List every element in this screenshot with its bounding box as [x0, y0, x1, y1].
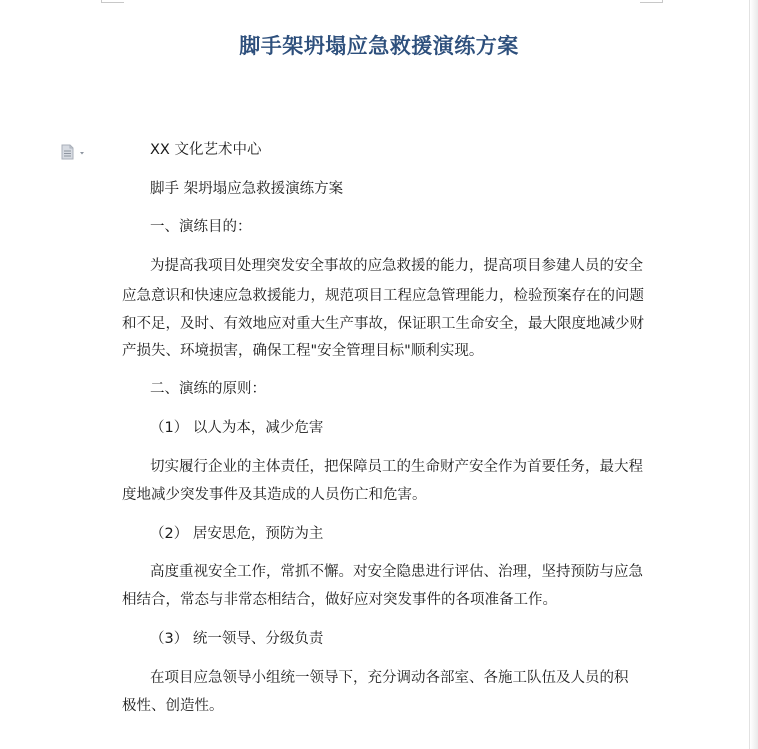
paragraph-line: 为提高我项目处理突发安全事故的应急救援的能力，提高项目参建人员的安全 — [150, 258, 643, 274]
principle-heading-1: （1） 以人为本，减少危害 — [150, 420, 324, 436]
paragraph-line: 高度重视安全工作，常抓不懈。对安全隐患进行评估、治理，坚持预防与应急 — [150, 564, 643, 580]
document-title: 脚手架坍塌应急救援演练方案 — [239, 33, 519, 58]
paragraph-line: 在项目应急领导小组统一领导下，充分调动各部室、各施工队伍及人员的积 — [150, 670, 629, 686]
section-heading-principles: 二、演练的原则： — [150, 381, 266, 397]
org-name: XX 文化艺术中心 — [150, 142, 262, 158]
page-corner-mark-right — [640, 0, 663, 3]
paragraph-line: 产损失、环境损害，确保工程"安全管理目标"顺利实现。 — [122, 343, 484, 359]
paragraph-options-button[interactable] — [61, 144, 89, 160]
page-corner-mark-left — [101, 0, 124, 3]
chevron-down-icon — [80, 152, 84, 155]
paragraph-line: 极性、创造性。 — [122, 698, 224, 714]
paragraph-line: 应急意识和快速应急救援能力，规范项目工程应急管理能力，检验预案存在的问题 — [122, 288, 644, 304]
section-heading-purpose: 一、演练目的： — [150, 219, 252, 235]
document-subtitle: 脚手 架坍塌应急救援演练方案 — [150, 181, 344, 197]
paragraph-line: 相结合，常态与非常态相结合，做好应对突发事件的各项准备工作。 — [122, 592, 557, 608]
paragraph-line: 和不足，及时、有效地应对重大生产事故，保证职工生命安全，最大限度地减少财 — [122, 316, 644, 332]
principle-heading-3: （3） 统一领导、分级负责 — [150, 631, 324, 647]
paragraph-line: 切实履行企业的主体责任，把保障员工的生命财产安全作为首要任务，最大程 — [150, 459, 643, 475]
principle-heading-2: （2） 居安思危，预防为主 — [150, 526, 324, 542]
paragraph-line: 度地减少突发事件及其造成的人员伤亡和危害。 — [122, 487, 427, 503]
document-icon — [62, 145, 73, 159]
page-edge — [749, 0, 758, 749]
